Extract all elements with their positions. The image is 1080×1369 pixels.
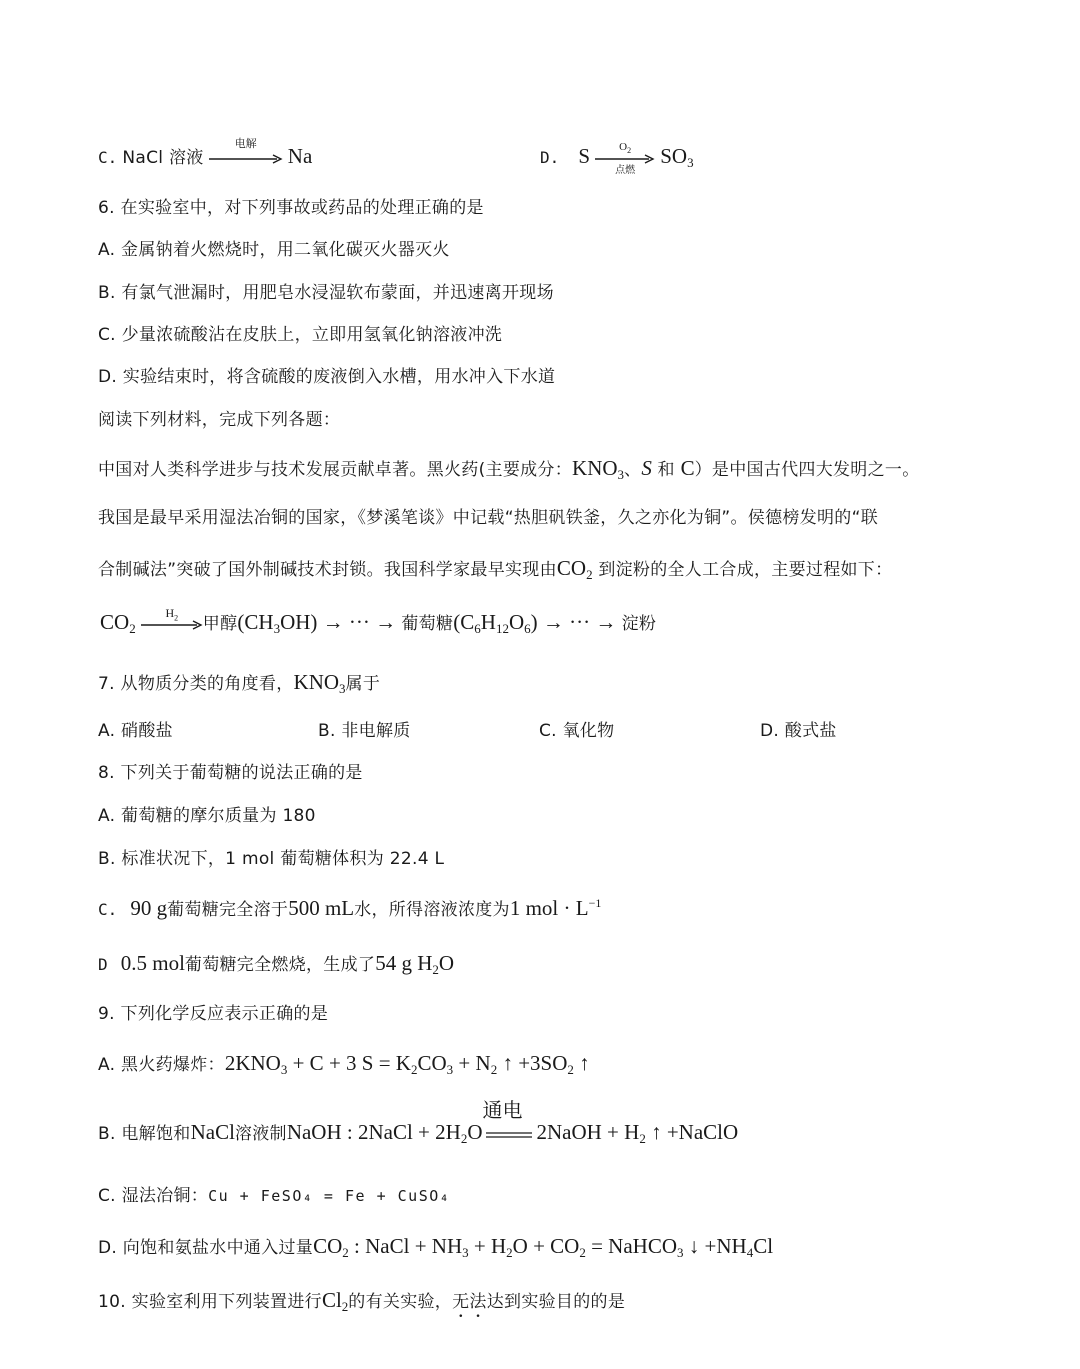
pathway-co2: $CO_2$ [100,610,136,636]
q8-option-d-label: D [98,955,108,974]
q9-stem: 9. 下列化学反应表示正确的是 [98,1004,329,1024]
q9-option-b-condition: 通电 [482,1098,523,1122]
q8-option-c-label: C. [98,900,118,919]
q10-emphasis: 无法 [452,1292,487,1312]
q6-option-d: D. 实验结束时，将含硫酸的废液倒入水槽，用水冲入下水道 [98,367,556,387]
material-paragraph-3 [98,558,892,581]
q9-option-b: B. 电解饱和NaCl溶液制NaOH : 2NaCl + $2H_2O$ 通电 2NaOH + $H_2$ ↑ +NaClO [98,1098,739,1146]
q9-option-b-label-a: B. 电解饱和 [98,1124,191,1144]
q10-stem-text-a: 10. 实验室利用下列装置进行 [98,1292,322,1312]
q9-option-d [98,1236,773,1259]
q5-option-d-label: D. [540,148,560,167]
q5-option-c-product: Na [287,144,313,168]
q6-stem: 6. 在实验室中，对下列事故或药品的处理正确的是 [98,198,484,218]
q5-option-d-arrow [595,141,655,176]
material-p3-text-b: 到淀粉的全人工合成，主要过程如下： [598,560,893,580]
q5-option-d [540,141,694,176]
q8-option-c-mass: 90 g [130,896,168,920]
material-p3-co2: $CO_2$ [556,556,593,582]
q8-option-d-water: 54 g $H_2O$ [375,951,455,977]
q8-option-d-amount: 0.5 mol [120,951,185,975]
q5-option-c-reactant: NaCl 溶液 [122,148,204,168]
pathway-glucose: 葡萄糖 [401,614,454,634]
q10-stem [98,1290,625,1322]
q9-option-a [98,1053,590,1076]
q8-option-a: A. 葡萄糖的摩尔质量为 180 [98,806,316,826]
q9-option-d-label: D. 向饱和氨盐水中通入过量 [98,1238,314,1258]
q9-option-c-equation: Cu + FeSO₄ = Fe + CuSO₄ [208,1187,451,1205]
q10-stem-text-c: 达到实验目的的是 [486,1292,626,1312]
pathway-reagent: H [165,606,175,620]
q9-option-a-equation: $2KNO_3 + C + 3$ $S = K_2CO_3 + N_2$ ↑ $+3SO_2$ ↑ [224,1051,590,1077]
q5-option-c-arrow [209,137,283,166]
q5-option-d-reactant: S [578,144,591,168]
q9-option-c [98,1188,450,1205]
q9-option-c-label: C. 湿法冶铜： [98,1186,209,1206]
q6-option-c: C. 少量浓硫酸沾在皮肤上，立即用氢氧化钠溶液冲洗 [98,325,503,345]
pathway-methanol: 甲醇 [202,614,238,634]
q9-option-d-equation: $CO_2$ : NaCl + $NH_3 + H_2O + CO_2$ = NaHCO$_3$ ↓ $+NH_4Cl$ [313,1234,774,1260]
q10-stem-text-b: 的有关实验， [348,1292,453,1312]
q5-option-c-condition: 电解 [234,137,257,150]
q6-option-b: B. 有氯气泄漏时，用肥皂水浸湿软布蒙面，并迅速离开现场 [98,283,554,303]
q9-option-b-equals [482,1098,532,1142]
material-paragraph-2: 我国是最早采用湿法冶铜的国家，《梦溪笔谈》中记载“热胆矾铁釜，久之亦化为铜”。侯德榜发明的“联 [98,508,879,528]
material-pathway: $CO_2$ $H_2$ 甲醇$(CH_3OH)$ → ··· → 葡萄糖$(C_6H_{12}O_6)$ → ··· → 淀粉 [100,606,657,636]
pathway-arrow-h2: $H_2$ [141,616,203,632]
q7-stem-text-a: 7. 从物质分类的角度看， [98,674,294,694]
q5-option-d-condition-bottom: 点燃 [615,165,636,176]
q7-option-d: D. 酸式盐 [760,721,837,741]
q5-option-c-label: C. [98,148,118,167]
q8-option-c-text-d: 水，所得溶液浓度为 [354,900,510,920]
material-intro: 阅读下列材料，完成下列各题： [98,410,341,430]
material-p1-text-a: 中国对人类科学进步与技术发展贡献卓著。黑火药(主要成分： [98,460,573,480]
q8-option-d-text-b: 葡萄糖完全燃烧，生成了 [184,955,376,975]
q9-option-a-label: A. 黑火药爆炸： [98,1055,225,1075]
q8-option-d [98,953,454,976]
q5-option-d-product: $SO_3$ [660,144,694,170]
q7-option-c: C. 氧化物 [539,721,615,741]
q7-stem-text-b: 属于 [345,674,381,694]
q10-formula: $Cl_2$ [321,1288,349,1314]
material-paragraph-1: 中国对人类科学进步与技术发展贡献卓著。黑火药(主要成分：$KNO_3$、S 和 C）是中国古代四大发明之一。 [98,456,920,482]
q5-option-d-condition-top: $O_2$ [619,141,632,156]
q7-option-a: A. 硝酸盐 [98,721,173,741]
q8-option-b: B. 标准状况下，1 mol 葡萄糖体积为 22.4 L [98,849,445,869]
pathway-starch: 淀粉 [621,614,657,634]
q8-option-c-text-b: 葡萄糖完全溶于 [167,900,289,920]
q6-option-a: A. 金属钠着火燃烧时，用二氧化碳灭火器灭火 [98,240,450,260]
q7-formula: $KNO_3$ [293,670,346,696]
q7-stem [98,672,380,695]
q5-option-c [98,137,313,168]
q8-option-c-concentration: 1 mol · $L^{-1}$ [509,896,602,920]
q7-option-b: B. 非电解质 [318,721,411,741]
material-p3-text-a: 合制碱法”突破了国外制碱技术封锁。我国科学家最早实现由 [98,560,557,580]
q8-option-c [98,897,601,919]
q8-option-c-volume: 500 mL [288,896,355,920]
material-p1-formula: $KNO_3$ [572,456,625,482]
q9-option-b-label-b: 溶液制 [234,1124,287,1144]
material-p1-text-b: 是中国古代四大发明之一。 [711,460,920,480]
q8-stem: 8. 下列关于葡萄糖的说法正确的是 [98,763,363,783]
